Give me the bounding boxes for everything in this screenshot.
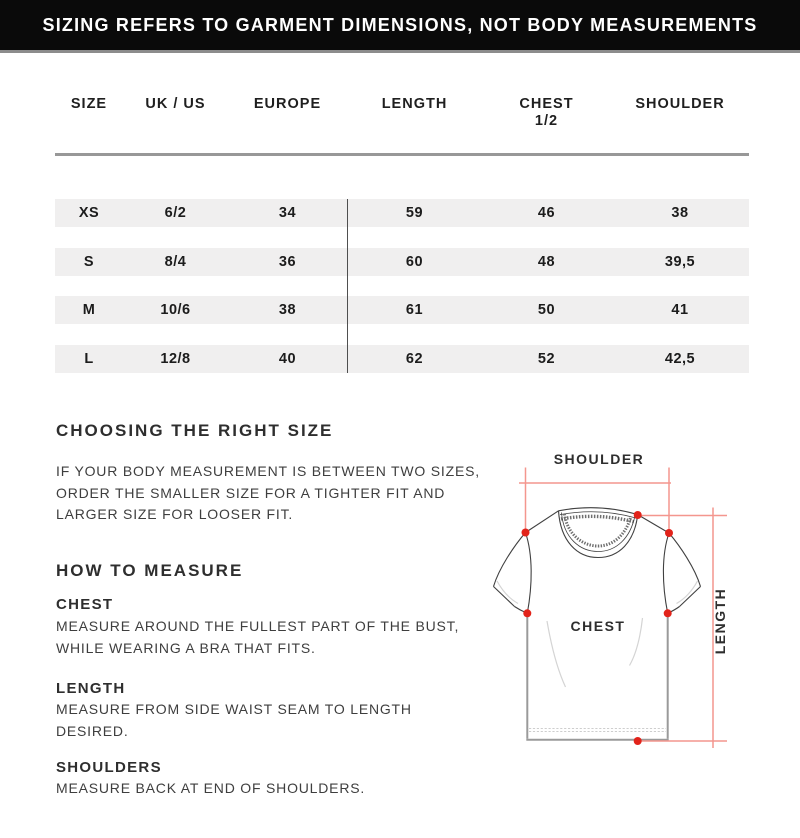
measurement-lines — [519, 468, 727, 749]
cell-length: 59 — [405, 205, 424, 221]
cell-size: S — [83, 254, 95, 270]
cell-europe: 38 — [278, 302, 297, 318]
paragraph-line: MEASURE BACK AT END OF SHOULDERS. — [56, 780, 366, 796]
paragraph-line: MEASURE FROM SIDE WAIST SEAM TO LENGTH — [56, 701, 412, 717]
column-header-size: SIZE — [70, 96, 108, 112]
cell-chest: 48 — [537, 254, 556, 270]
cell-size: M — [82, 302, 96, 318]
cell-uk-us: 8/4 — [164, 254, 187, 270]
table-row-m — [55, 296, 749, 324]
column-header-uk-us: UK / US — [145, 96, 206, 112]
cell-size: L — [84, 351, 94, 367]
column-header-length: LENGTH — [381, 96, 448, 112]
column-header-europe: EUROPE — [253, 96, 322, 112]
table-column-divider — [347, 199, 348, 373]
cell-shoulder: 41 — [671, 302, 689, 318]
paragraph-line: LARGER SIZE FOR LOOSER FIT. — [56, 506, 294, 522]
diagram-chest-label: CHEST — [570, 618, 626, 634]
cell-europe: 40 — [278, 351, 297, 367]
paragraph-line: MEASURE AROUND THE FULLEST PART OF THE BUST, — [56, 618, 460, 634]
paragraph-line: WHILE WEARING A BRA THAT FITS. — [56, 639, 316, 656]
choosing-size-heading: CHOOSING THE RIGHT SIZE — [56, 421, 334, 440]
sizing-disclaimer-banner — [0, 0, 800, 53]
cell-uk-us: 10/6 — [160, 302, 191, 318]
table-header-rule — [55, 153, 749, 156]
cell-chest: 46 — [537, 205, 556, 221]
cell-shoulder: 42,5 — [664, 351, 696, 367]
cell-europe: 36 — [278, 254, 297, 270]
cell-length: 61 — [405, 302, 424, 318]
table-row-s — [55, 248, 749, 276]
cell-shoulder: 39,5 — [664, 254, 696, 270]
cell-length: 62 — [405, 351, 424, 367]
cell-chest: 50 — [537, 302, 556, 318]
cell-uk-us: 6/2 — [164, 205, 187, 221]
measure-shoulders-paragraph — [56, 778, 365, 800]
measure-length-title: LENGTH — [56, 680, 126, 697]
cell-shoulder: 38 — [671, 205, 689, 221]
choosing-size-paragraph — [56, 461, 480, 526]
column-header-chest: CHEST 1/2 — [519, 96, 574, 129]
how-to-measure-heading: HOW TO MEASURE — [56, 561, 244, 580]
cell-europe: 34 — [278, 205, 297, 221]
cell-chest: 52 — [537, 351, 556, 367]
measure-shoulders-title: SHOULDERS — [56, 759, 162, 776]
cell-uk-us: 12/8 — [160, 351, 191, 367]
sizing-disclaimer-text: SIZING REFERS TO GARMENT DIMENSIONS, NOT BODY MEASUREMENTS — [42, 14, 758, 35]
diagram-length-label: LENGTH — [712, 587, 728, 655]
cell-size: XS — [78, 205, 100, 221]
cell-length: 60 — [405, 254, 424, 270]
paragraph-line: IF YOUR BODY MEASUREMENT IS BETWEEN TWO SIZES, — [56, 463, 480, 479]
measure-chest-title: CHEST — [56, 596, 114, 613]
measure-chest-paragraph — [56, 616, 459, 659]
tshirt-measure-diagram — [470, 440, 800, 770]
paragraph-line: ORDER THE SMALLER SIZE FOR A TIGHTER FIT AND — [56, 484, 446, 501]
size-table-header — [55, 96, 749, 130]
diagram-shoulder-label: SHOULDER — [553, 451, 645, 467]
column-header-shoulder: SHOULDER — [635, 96, 725, 112]
measure-length-paragraph — [56, 699, 412, 742]
paragraph-line: DESIRED. — [56, 722, 129, 739]
table-row-l — [55, 345, 749, 373]
table-row-xs — [55, 199, 749, 227]
